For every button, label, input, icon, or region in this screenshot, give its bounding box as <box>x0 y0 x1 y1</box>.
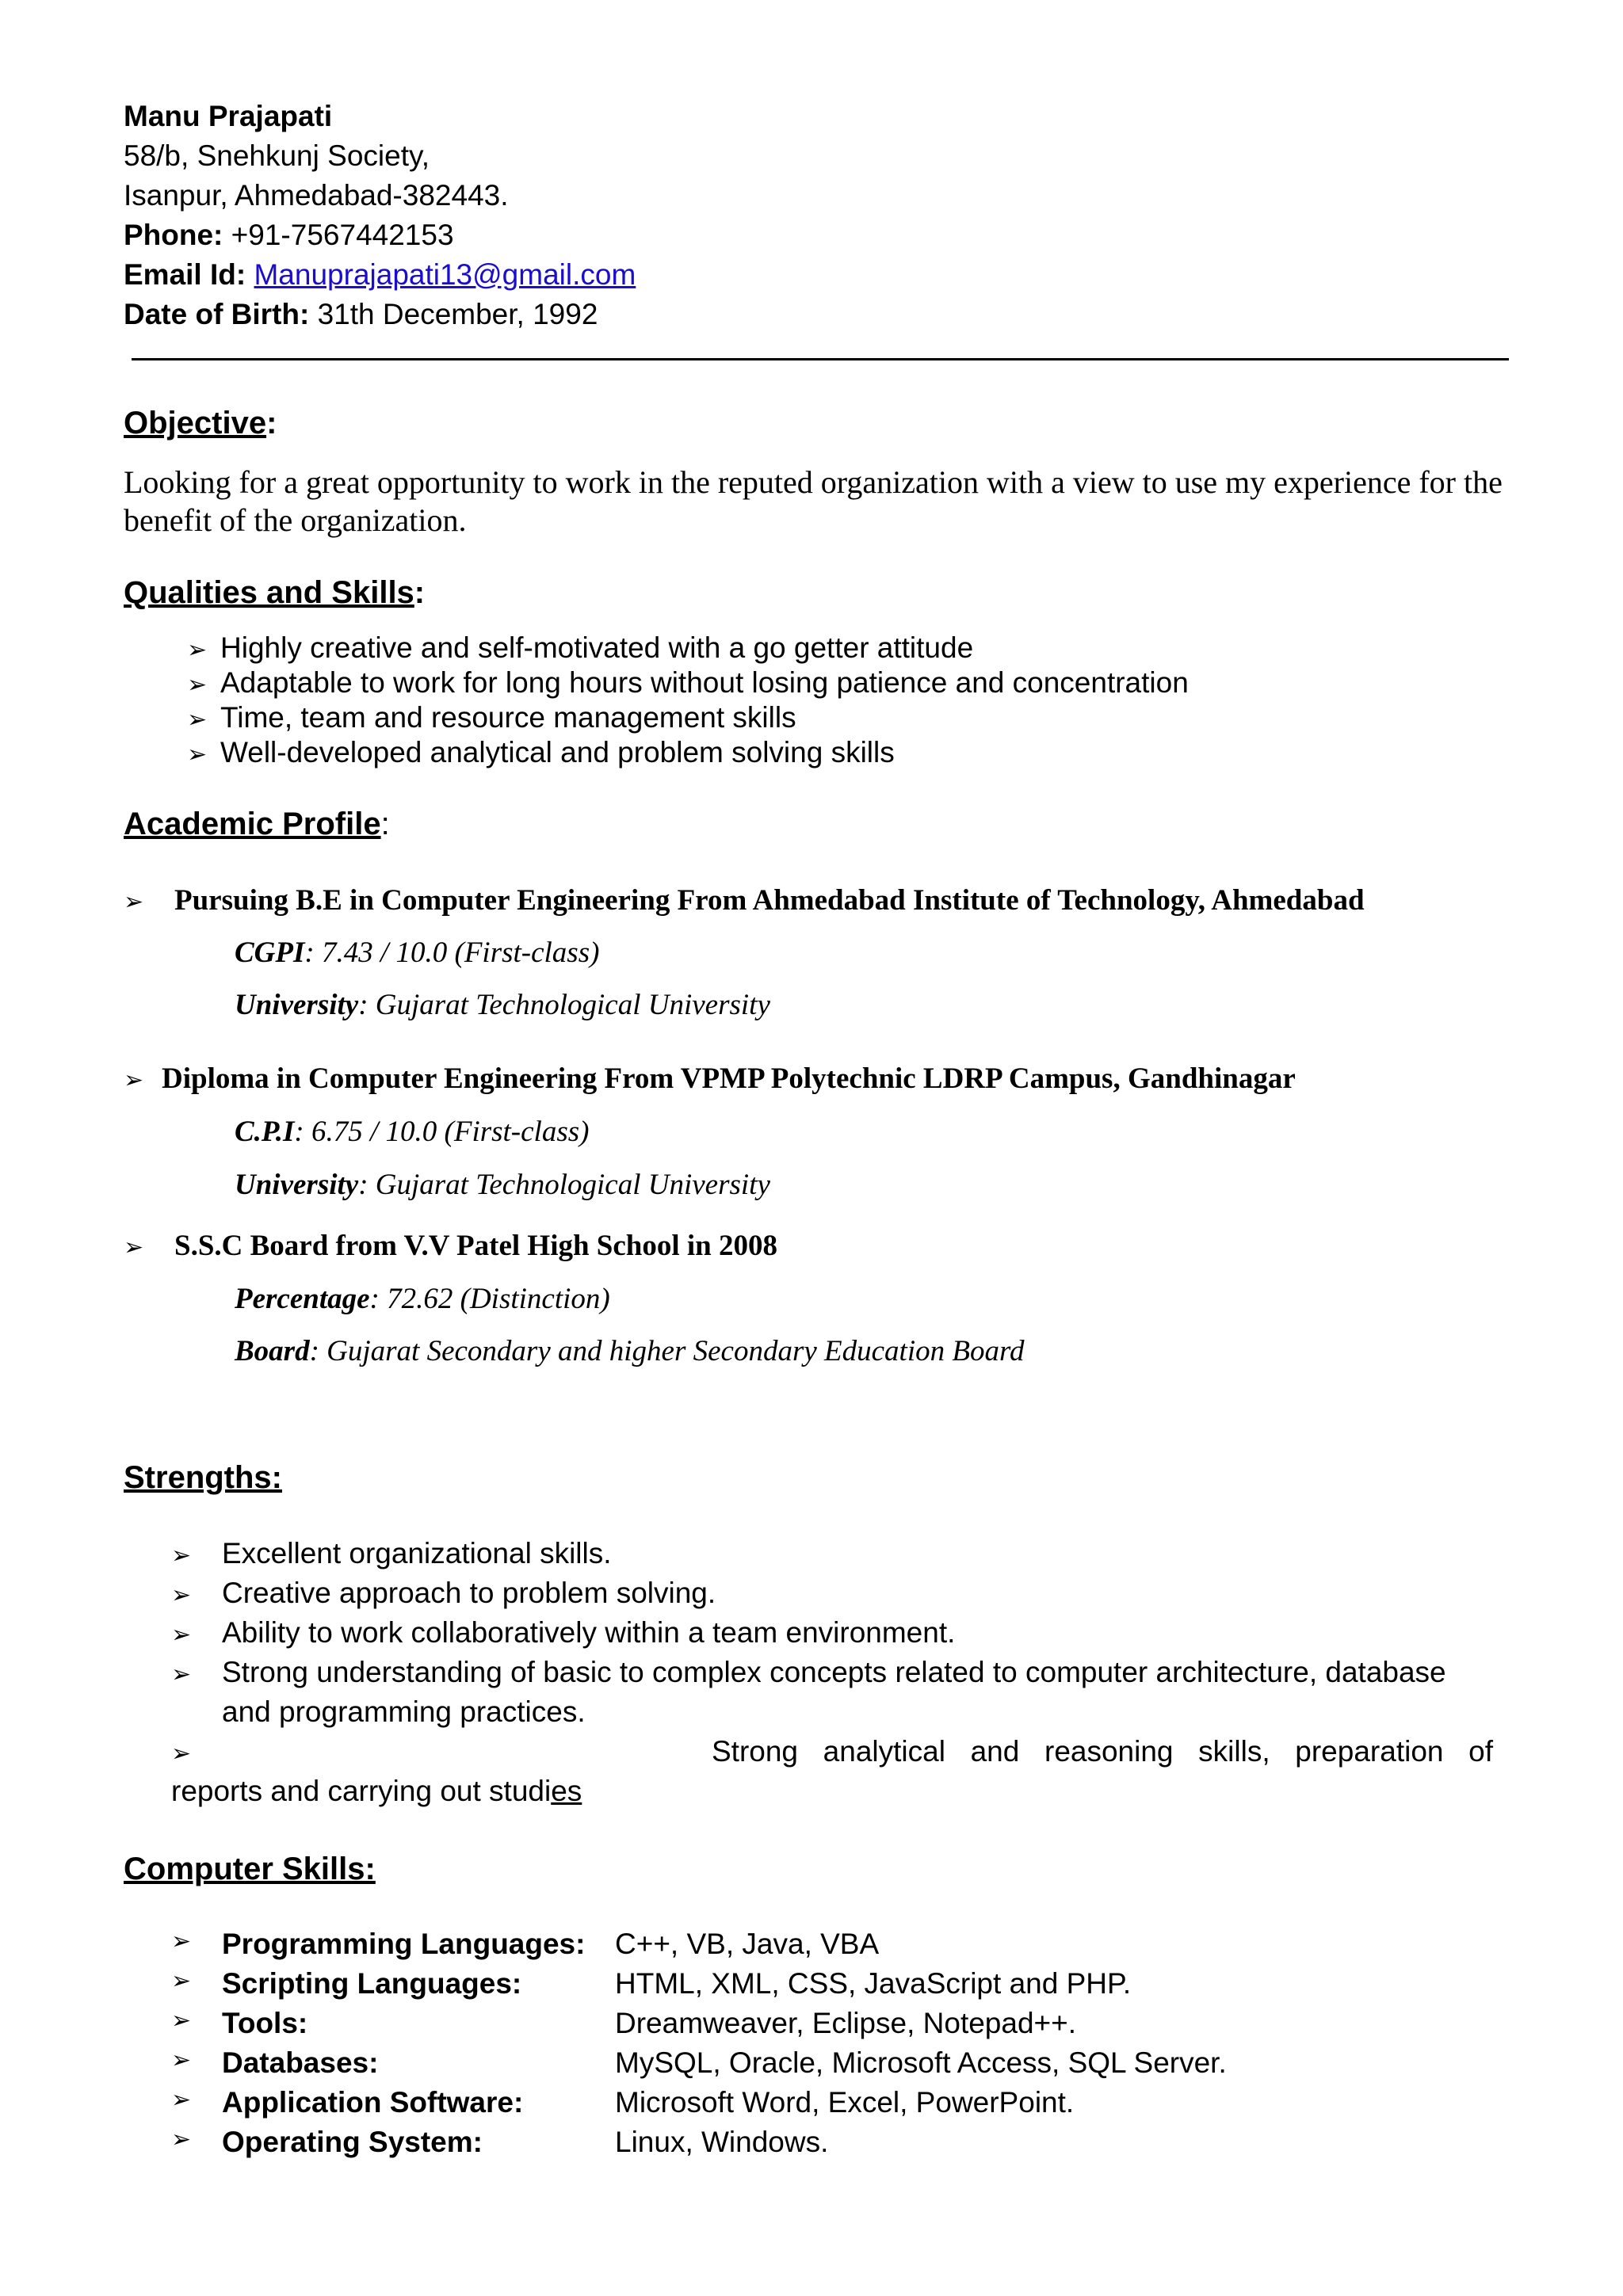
arrow-bullet-icon: ➢ <box>171 2126 192 2153</box>
list-item-continuation: and programming practices. <box>222 1695 586 1728</box>
arrow-bullet-icon: ➢ <box>187 742 208 768</box>
arrow-bullet-icon: ➢ <box>124 1234 144 1261</box>
skill-value: Microsoft Word, Excel, PowerPoint. <box>615 2086 1075 2119</box>
arrow-bullet-icon: ➢ <box>124 1067 144 1093</box>
skill-label: Operating System: <box>222 2126 483 2158</box>
skill-value: MySQL, Oracle, Microsoft Access, SQL Server. <box>615 2046 1227 2079</box>
arrow-bullet-icon: ➢ <box>171 1928 192 1955</box>
header-divider <box>132 358 1509 360</box>
academic-heading <box>124 807 390 842</box>
arrow-bullet-icon: ➢ <box>171 1543 192 1569</box>
arrow-bullet-icon: ➢ <box>171 1661 192 1688</box>
email-link[interactable]: Manuprajapati13@gmail.com <box>254 258 636 291</box>
skill-value: C++, VB, Java, VBA <box>615 1928 880 1960</box>
skill-label: Programming Languages: <box>222 1928 586 1960</box>
list-item: ➢ Ability to work collaboratively within a team environment. <box>171 1616 956 1649</box>
phone-value: +91-7567442153 <box>231 219 454 251</box>
candidate-name: Manu Prajapati <box>124 100 333 132</box>
qualities-heading-colon: : <box>414 575 426 610</box>
skill-value: Linux, Windows. <box>615 2126 829 2158</box>
computer-skills-heading <box>124 1852 376 1887</box>
phone-label: Phone: <box>124 219 223 251</box>
qualities-heading <box>124 575 425 611</box>
list-item: ➢ Highly creative and self-motivated with a go getter attitude <box>187 631 974 664</box>
list-item: ➢ Adaptable to work for long hours without losing patience and concentration <box>187 666 1189 699</box>
academic-entry-title: ➢ S.S.C Board from V.V Patel High School in 2008 <box>124 1230 778 1262</box>
address-line-1: 58/b, Snehkunj Society, <box>124 139 430 172</box>
arrow-bullet-icon: ➢ <box>171 1741 192 1767</box>
academic-entry-title: ➢ Pursuing B.E in Computer Engineering From Ahmedabad Institute of Technology, Ahmedabad <box>124 884 1365 917</box>
dob-line <box>124 295 636 334</box>
objective-heading-text: Objective <box>124 406 267 441</box>
list-item <box>171 1735 195 1768</box>
arrow-bullet-icon: ➢ <box>171 1622 192 1648</box>
skill-label: Scripting Languages: <box>222 1967 522 2000</box>
academic-detail: CGPI: 7.43 / 10.0 (First-class) <box>235 936 600 969</box>
strengths-heading-text: Strengths: <box>124 1460 282 1495</box>
email-label: Email Id: <box>124 258 246 291</box>
arrow-bullet-icon: ➢ <box>171 2087 192 2113</box>
arrow-bullet-icon: ➢ <box>187 707 208 733</box>
skill-value: Dreamweaver, Eclipse, Notepad++. <box>615 2007 1077 2039</box>
arrow-bullet-icon: ➢ <box>187 672 208 698</box>
skill-label: Databases: <box>222 2046 379 2079</box>
arrow-bullet-icon: ➢ <box>187 637 208 663</box>
list-item-justified: Strong analytical and reasoning skills, preparation of <box>712 1735 1493 1768</box>
skill-label: Tools: <box>222 2007 308 2039</box>
list-item: ➢ Time, team and resource management skills <box>187 701 796 734</box>
qualities-heading-text: Qualities and Skills <box>124 575 414 610</box>
dob-value: 31th December, 1992 <box>317 298 598 330</box>
list-item: ➢ Strong understanding of basic to complex concepts related to computer architecture, database <box>171 1656 1446 1688</box>
email-line <box>124 255 636 295</box>
academic-detail: Board: Gujarat Secondary and higher Secondary Education Board <box>235 1335 1025 1367</box>
academic-heading-text: Academic Profile <box>124 807 381 841</box>
skill-value: HTML, XML, CSS, JavaScript and PHP. <box>615 1967 1132 2000</box>
arrow-bullet-icon: ➢ <box>171 2047 192 2073</box>
arrow-bullet-icon: ➢ <box>171 1582 192 1608</box>
strengths-heading <box>124 1460 282 1496</box>
academic-detail: C.P.I: 6.75 / 10.0 (First-class) <box>235 1116 590 1148</box>
contact-header <box>124 97 636 334</box>
arrow-bullet-icon: ➢ <box>171 2008 192 2034</box>
list-item-continuation: reports and carrying out studies <box>171 1775 582 1807</box>
phone-line <box>124 215 636 255</box>
arrow-bullet-icon: ➢ <box>124 889 144 915</box>
academic-detail: Percentage: 72.62 (Distinction) <box>235 1283 610 1315</box>
list-item: ➢ Well-developed analytical and problem solving skills <box>187 736 895 769</box>
list-item: ➢ Excellent organizational skills. <box>171 1537 612 1569</box>
list-item: ➢ Creative approach to problem solving. <box>171 1577 716 1609</box>
academic-heading-colon: : <box>380 807 390 841</box>
address-line-2: Isanpur, Ahmedabad-382443. <box>124 179 509 212</box>
objective-heading-colon: : <box>266 406 277 441</box>
objective-heading <box>124 406 277 441</box>
dob-label: Date of Birth: <box>124 298 310 330</box>
academic-detail: University: Gujarat Technological University <box>235 989 770 1021</box>
academic-entry-title: ➢ Diploma in Computer Engineering From VPMP Polytechnic LDRP Campus, Gandhinagar <box>124 1062 1296 1095</box>
arrow-bullet-icon: ➢ <box>171 1968 192 1994</box>
computer-skills-heading-text: Computer Skills: <box>124 1852 376 1886</box>
skill-label: Application Software: <box>222 2086 524 2119</box>
academic-detail: University: Gujarat Technological University <box>235 1169 770 1201</box>
objective-text: Looking for a great opportunity to work in the reputed organization with a view to use my experience for the benefit of the organization. <box>124 464 1503 538</box>
